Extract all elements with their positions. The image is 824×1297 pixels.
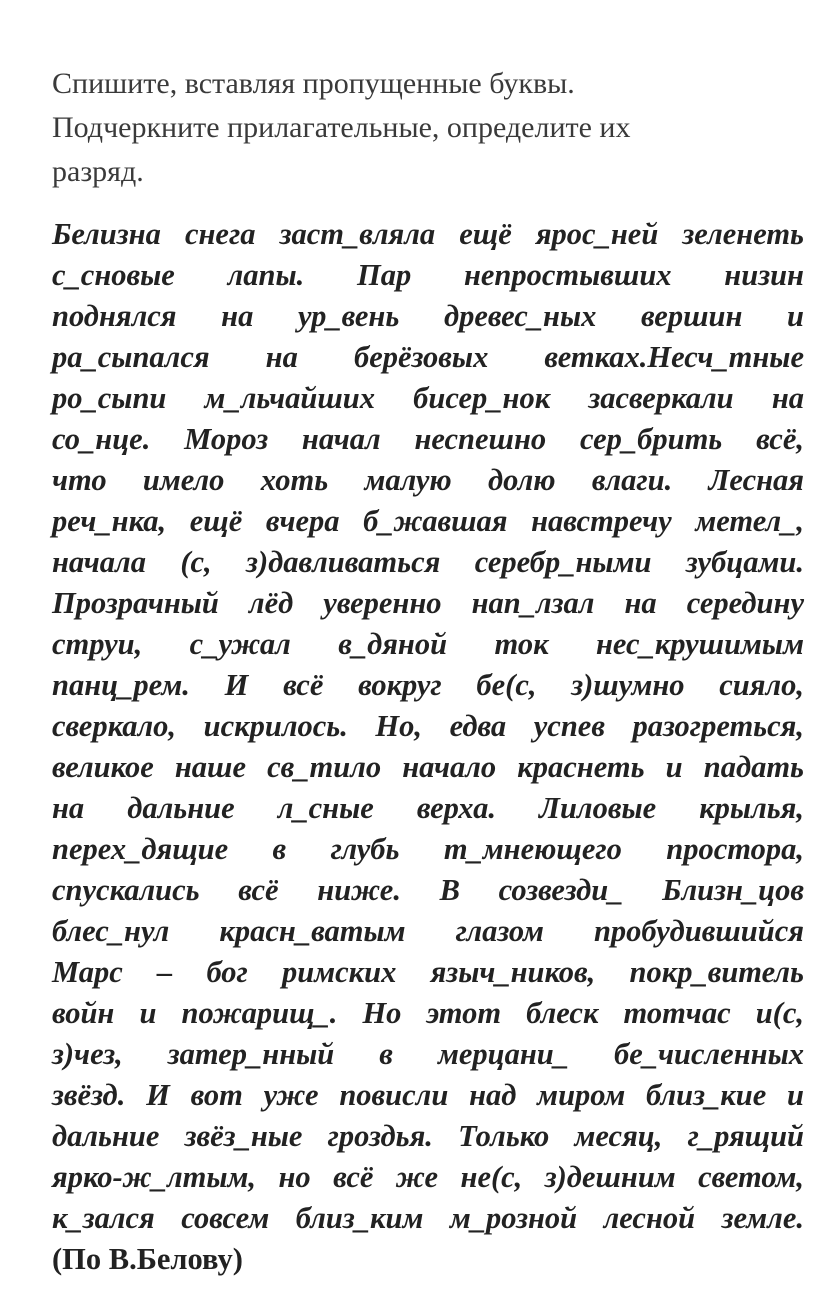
text-line: звёзд. И вот уже повисли над миром близ_кие и [52,1078,804,1112]
text-line: блес_нул красн_ватым глазом пробудившийся [52,914,804,948]
text-line: к_зался совсем близ_ким м_розной лесной земле. [52,1201,804,1235]
exercise-text [52,214,804,1280]
text-line: ярко-ж_лтым, но всё же не(с, з)дешним светом, [52,1160,804,1194]
text-line: ра_сыпался на берёзовых ветках.Несч_тные [52,340,804,374]
exercise-page [52,62,804,1280]
instruction-line: Подчеркните прилагательные, определите их [52,111,631,144]
text-line: ро_сыпи м_льчайших бисер_нок засверкали на [52,381,804,415]
text-line: реч_нка, ещё вчера б_жавшая навстречу метел_, [52,504,804,538]
source-attribution: (По В.Белову) [52,1242,243,1276]
text-line: что имело хоть малую долю влаги. Лесная [52,463,804,497]
text-line: Белизна снега заст_вляла ещё ярос_ней зеленеть [52,217,804,251]
text-line: струи, с_ужал в_дяной ток нес_крушимым [52,627,804,661]
text-line: з)чез, затер_нный в мерцани_ бе_численных [52,1037,804,1071]
text-line: Марс – бог римских языч_ников, покр_витель [52,955,804,989]
text-line: со_нце. Мороз начал неспешно сер_брить всё, [52,422,804,456]
instruction-line: разряд. [52,155,144,188]
text-line: с_сновые лапы. Пар непростывших низин [52,258,804,292]
text-line: Прозрачный лёд уверенно нап_лзал на середину [52,586,804,620]
text-line: начала (с, з)давливаться серебр_ными зубцами. [52,545,804,579]
text-line: перех_дящие в глубь т_мнеющего простора, [52,832,804,866]
text-line: спускались всё ниже. В созвезди_ Близн_цов [52,873,804,907]
text-line: сверкало, искрилось. Но, едва успев разогреться, [52,709,804,743]
text-line: великое наше св_тило начало краснеть и падать [52,750,804,784]
text-line: войн и пожарищ_. Но этот блеск тотчас и(с, [52,996,804,1030]
task-instructions [52,62,804,194]
instruction-line: Спишите, вставляя пропущенные буквы. [52,67,575,100]
text-line: панц_рем. И всё вокруг бе(с, з)шумно сияло, [52,668,804,702]
text-line: дальние звёз_ные гроздья. Только месяц, г_рящий [52,1119,804,1153]
text-line: на дальние л_сные верха. Лиловые крылья, [52,791,804,825]
text-line: поднялся на ур_вень древес_ных вершин и [52,299,804,333]
